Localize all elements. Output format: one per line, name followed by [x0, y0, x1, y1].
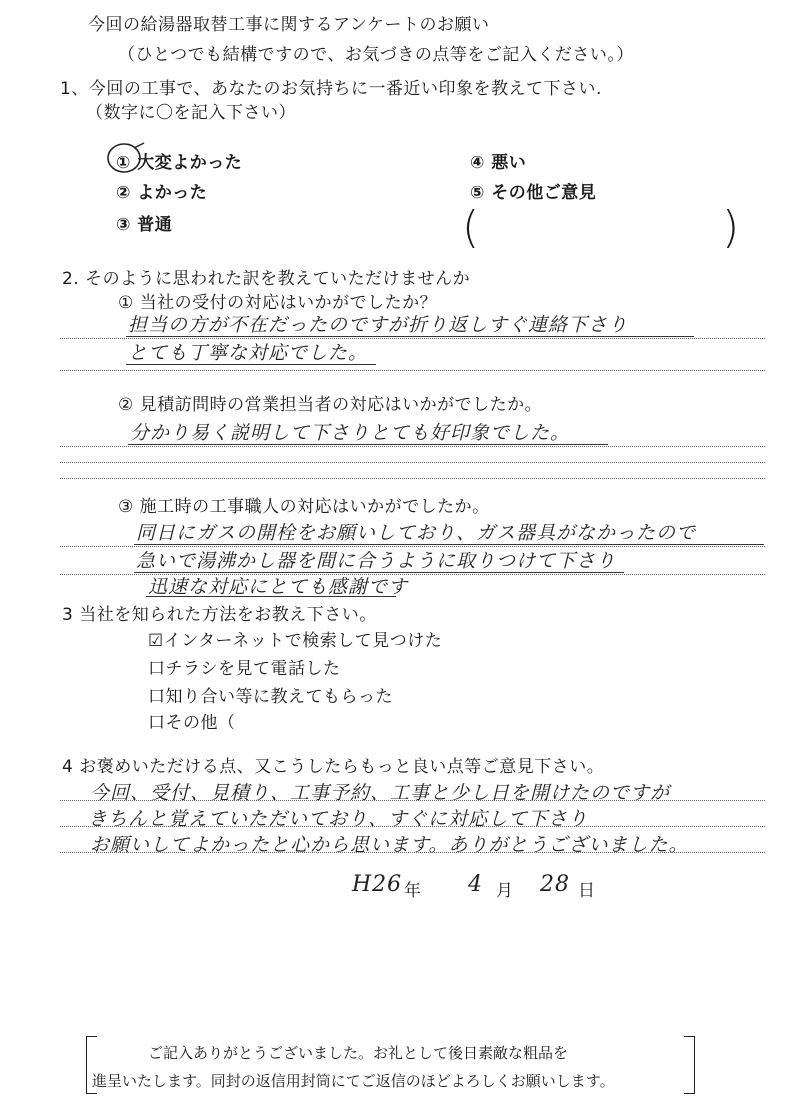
- date-year-label: 年: [404, 881, 422, 901]
- handwriting-underline: [128, 444, 608, 445]
- date-era-year: H26: [352, 872, 403, 897]
- answer-2-3-line-1: 同日にガスの開栓をお願いしており、ガス器具がなかったので: [136, 522, 697, 544]
- survey-title: 今回の給湯器取替工事に関するアンケートのお願い: [88, 15, 490, 35]
- answer-line: [60, 852, 765, 853]
- handwriting-underline: [126, 364, 376, 365]
- date-day: 28: [540, 872, 570, 897]
- q1-option-1[interactable]: ① 大変よかった: [116, 153, 243, 173]
- answer-4-line-3: お願いしてよかったと心から思います。ありがとうございました。: [90, 834, 689, 856]
- answer-line: [60, 370, 765, 371]
- q3-option-other[interactable]: 口その他（: [148, 713, 236, 733]
- handwriting-underline: [126, 336, 694, 337]
- answer-2-1-line-1: 担当の方が不在だったのですが折り返しすぐ連絡下さり: [128, 314, 629, 336]
- date-month-label: 月: [496, 881, 514, 901]
- answer-2-1-line-2: とても丁寧な対応でした。: [128, 342, 369, 364]
- answer-line: [60, 462, 765, 463]
- other-opinion-open-paren: (: [462, 202, 480, 253]
- q1-option-4[interactable]: ④ 悪い: [470, 153, 527, 173]
- q3-option-internet[interactable]: ☑インターネットで検索して見つけた: [148, 631, 443, 651]
- question-2-sub-3: ③ 施工時の工事職人の対応はいかがでしたか。: [118, 497, 490, 517]
- answer-line: [60, 574, 765, 575]
- question-1-label: 1、今回の工事で、あなたのお気持ちに一番近い印象を教えて下さい.: [60, 79, 602, 99]
- question-3-label: 3 当社を知られた方法をお教え下さい。: [62, 605, 377, 625]
- footer-line-1: ご記入ありがとうございました。お礼として後日素敵な粗品を: [148, 1044, 569, 1062]
- date-month: 4: [468, 872, 483, 897]
- answer-line: [60, 446, 765, 447]
- answer-line: [60, 546, 765, 547]
- question-2-sub-2: ② 見積訪問時の営業担当者の対応はいかがでしたか。: [118, 395, 543, 415]
- question-2-label: 2. そのように思われた訳を教えていただけませんか: [62, 269, 471, 289]
- answer-2-3-line-2: 急いで湯沸かし器を間に合うように取りつけて下さり: [136, 550, 617, 572]
- answer-line: [60, 338, 765, 339]
- q1-option-2[interactable]: ② よかった: [116, 183, 208, 203]
- q1-option-3[interactable]: ③ 普通: [116, 215, 173, 235]
- date-day-label: 日: [578, 881, 596, 901]
- answer-line: [60, 800, 765, 801]
- question-4-label: 4 お褒めいただける点、又こうしたらもっと良い点等ご意見下さい。: [62, 757, 605, 777]
- footer-line-2: 進呈いたします。同封の返信用封筒にてご返信のほどよろしくお願いします。: [92, 1072, 615, 1090]
- answer-2-2-line-1: 分かり易く説明して下さりとても好印象でした。: [130, 422, 571, 444]
- footer-right-bracket: [684, 1036, 695, 1094]
- answer-4-line-2: きちんと覚えていただいており、すぐに対応して下さり: [88, 808, 589, 830]
- q3-option-flyer[interactable]: 口チラシを見て電話した: [148, 659, 341, 679]
- question-1-note: （数字に〇を記入下さい）: [86, 103, 296, 123]
- q1-option-5[interactable]: ⑤ その他ご意見: [470, 183, 597, 203]
- survey-subtitle: （ひとつでも結構ですので、お気づきの点等をご記入ください。）: [118, 45, 634, 65]
- other-opinion-close-paren: ): [722, 202, 740, 253]
- answer-line: [60, 826, 765, 827]
- answer-line: [60, 478, 765, 479]
- question-2-sub-1: ① 当社の受付の対応はいかがでしたか？: [118, 293, 438, 313]
- handwriting-underline: [134, 544, 764, 545]
- q3-option-acquaintance[interactable]: 口知り合い等に教えてもらった: [148, 687, 393, 707]
- answer-4-line-1: 今回、受付、見積り、工事予約、工事と少し日を開けたのですが: [90, 782, 671, 804]
- handwriting-underline: [146, 596, 396, 597]
- answer-2-3-line-3: 迅速な対応にとても感謝です: [148, 576, 409, 598]
